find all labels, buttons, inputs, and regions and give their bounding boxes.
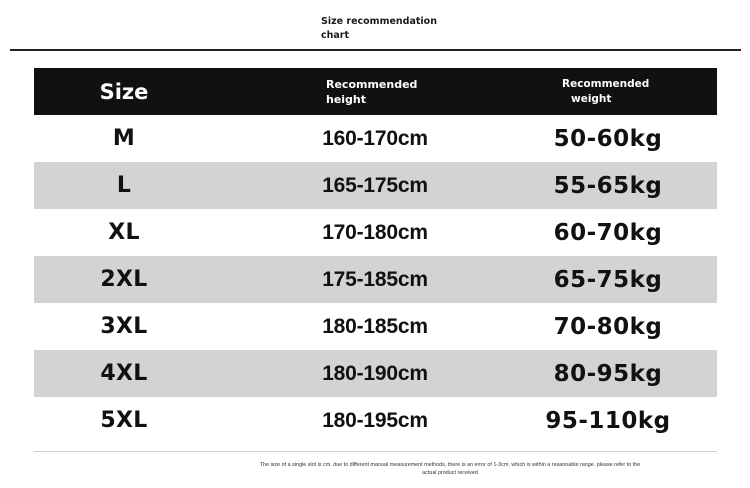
measurement-footnote bbox=[190, 461, 710, 477]
table-row bbox=[34, 397, 717, 444]
table-row bbox=[34, 162, 717, 209]
weight-cell: 50-60kg bbox=[553, 125, 663, 152]
size-cell: XL bbox=[108, 220, 140, 245]
header-weight-line1: Recommended bbox=[562, 77, 650, 90]
table-row bbox=[34, 209, 717, 256]
weight-cell: 95-110kg bbox=[545, 407, 671, 434]
table-row bbox=[34, 256, 717, 303]
footnote-line2: actual product received bbox=[422, 470, 478, 476]
weight-cell: 65-75kg bbox=[553, 266, 663, 293]
table-row bbox=[34, 303, 717, 350]
weight-cell: 55-65kg bbox=[553, 172, 663, 199]
chart-title-line1: Size recommendation bbox=[321, 16, 437, 27]
header-height-line2: height bbox=[326, 92, 367, 106]
height-cell: 175-185cm bbox=[322, 267, 428, 291]
bottom-divider bbox=[34, 451, 717, 452]
size-cell: 2XL bbox=[100, 267, 148, 292]
size-cell: 5XL bbox=[100, 408, 148, 433]
title-divider bbox=[10, 49, 741, 51]
size-cell: 4XL bbox=[100, 361, 148, 386]
height-cell: 170-180cm bbox=[322, 220, 428, 244]
header-weight bbox=[562, 68, 662, 115]
size-cell: M bbox=[112, 126, 136, 151]
table-row bbox=[34, 350, 717, 397]
height-cell: 165-175cm bbox=[322, 173, 428, 197]
size-cell: 3XL bbox=[100, 314, 148, 339]
header-height-line1: Recommended bbox=[326, 77, 418, 91]
header-weight-line2: weight bbox=[571, 92, 612, 105]
chart-title bbox=[321, 15, 461, 43]
weight-cell: 80-95kg bbox=[553, 360, 663, 387]
table-row bbox=[34, 115, 717, 162]
height-cell: 180-185cm bbox=[322, 314, 428, 338]
height-cell: 180-195cm bbox=[322, 408, 428, 432]
height-cell: 160-170cm bbox=[322, 126, 428, 150]
chart-title-line2: chart bbox=[321, 30, 350, 41]
header-size: Size bbox=[99, 79, 149, 104]
footnote-line1: The size of a single slot is cm. due to different manual measurement methods, there is an error of 1-3cm, which is within a reasonable range. please refer to the bbox=[259, 462, 641, 468]
header-height bbox=[326, 68, 436, 115]
height-cell: 180-190cm bbox=[322, 361, 428, 385]
weight-cell: 60-70kg bbox=[553, 219, 663, 246]
weight-cell: 70-80kg bbox=[553, 313, 663, 340]
table-header bbox=[34, 68, 717, 115]
size-table bbox=[34, 68, 717, 444]
size-cell: L bbox=[116, 173, 132, 198]
